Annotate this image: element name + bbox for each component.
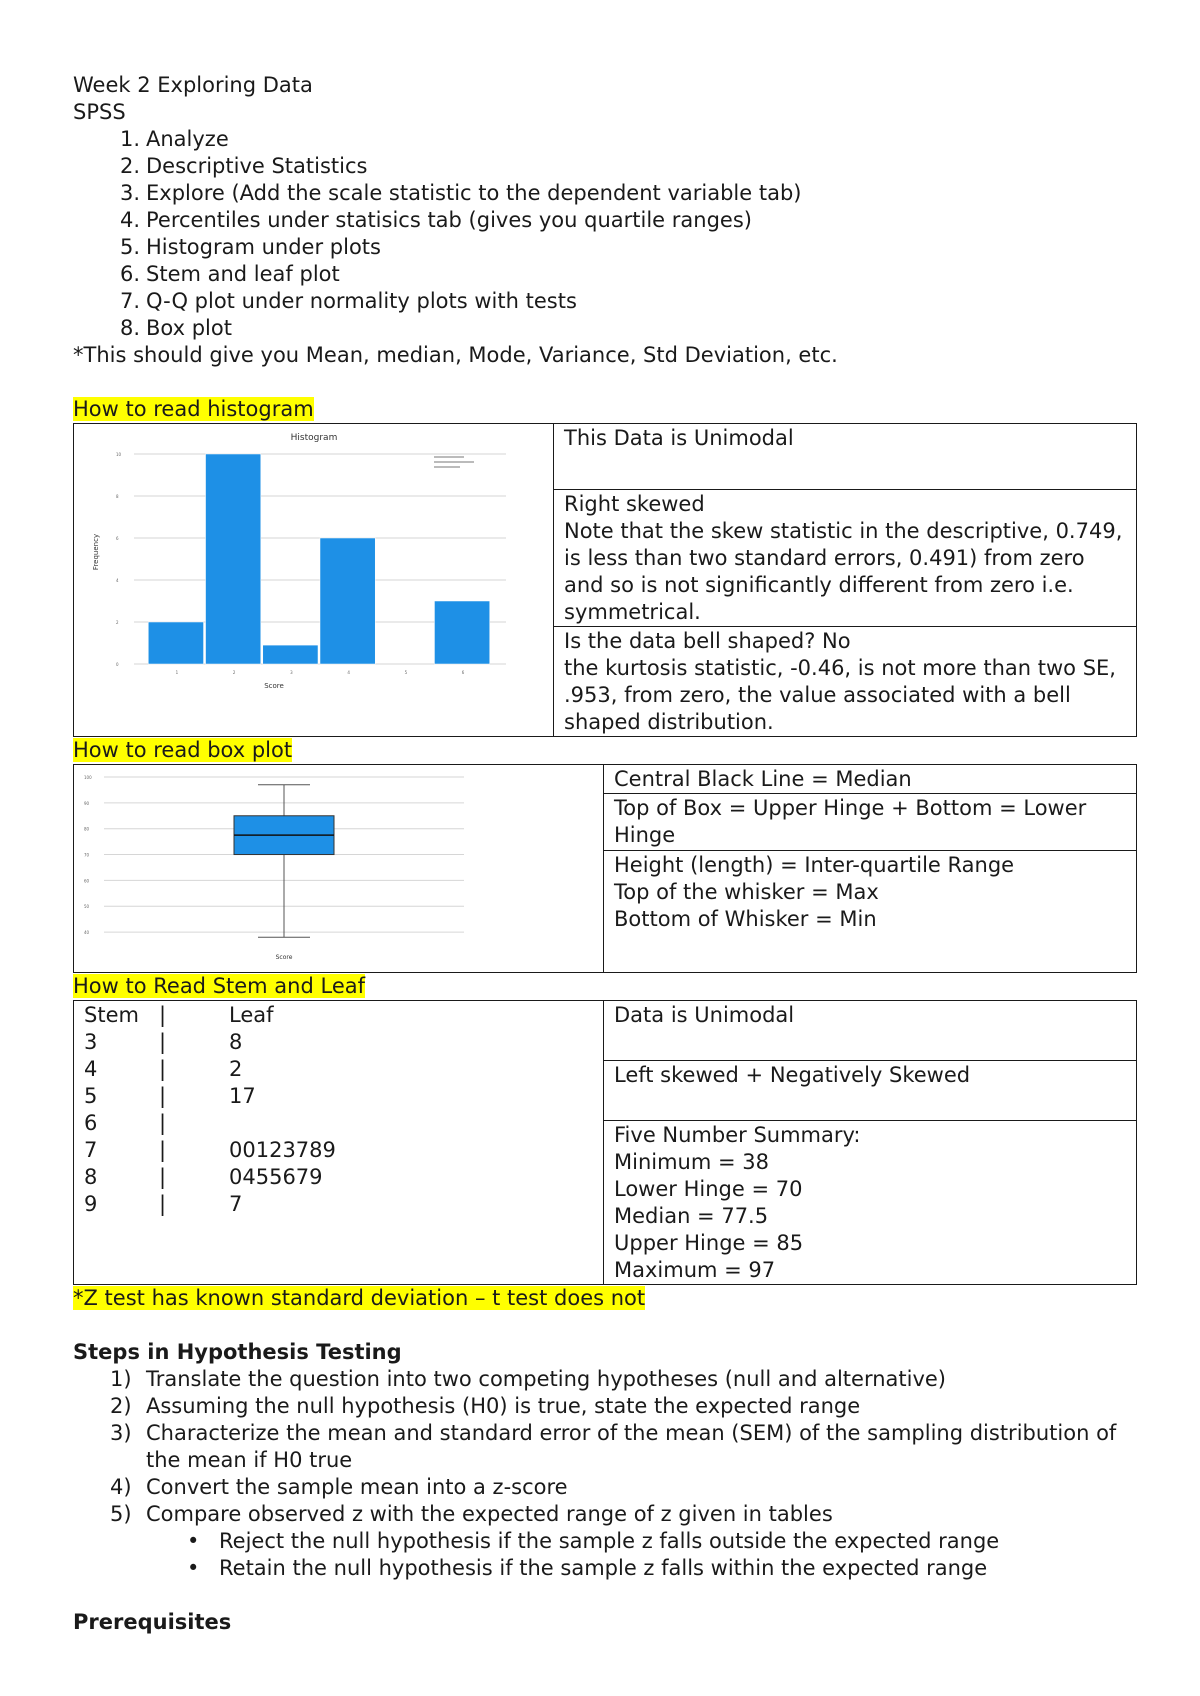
list-item: 1. Analyze bbox=[119, 127, 229, 151]
histogram-y-tick: 2 bbox=[116, 620, 119, 625]
page-title: Week 2 Exploring Data bbox=[73, 73, 313, 97]
histogram-chart-cell bbox=[74, 424, 554, 737]
histogram-heading: How to read histogram bbox=[73, 397, 314, 421]
list-item: 2. Descriptive Statistics bbox=[119, 154, 368, 178]
hypothesis-heading: Steps in Hypothesis Testing bbox=[73, 1340, 402, 1364]
list-item: 3) Characterize the mean and standard error of the mean (SEM) of the sampling distribution of the mean if H0 true bbox=[110, 1421, 1117, 1472]
spss-steps-list bbox=[73, 126, 1143, 342]
histogram-bar bbox=[263, 645, 318, 664]
table-row: 3 | 8 bbox=[84, 1030, 243, 1054]
histogram-bell-cell bbox=[554, 627, 1137, 737]
histogram-x-tick: 5 bbox=[404, 670, 408, 675]
stemleaf-unimodal-cell: Data is Unimodal bbox=[604, 1001, 1137, 1061]
list-item: 7. Q-Q plot under normality plots with tests bbox=[119, 289, 577, 313]
list-item: 6. Stem and leaf plot bbox=[119, 262, 340, 286]
list-item: 5. Histogram under plots bbox=[119, 235, 381, 259]
boxplot-y-tick: 50 bbox=[84, 904, 90, 910]
table-row: 8 | 0455679 bbox=[84, 1165, 323, 1189]
boxplot-heading: How to read box plot bbox=[73, 738, 293, 762]
boxplot-x-label: Score bbox=[275, 954, 293, 961]
list-item: 4) Convert the sample mean into a z-score bbox=[110, 1475, 568, 1499]
hypothesis-steps-list bbox=[73, 1366, 1143, 1528]
stemleaf-plot-cell bbox=[74, 1001, 604, 1285]
skew-body: Note that the skew statistic in the descriptive, 0.749, is less than two standard errors, 0.491) from zero and so is not significantly different from zero i.e. symmetrical. bbox=[564, 519, 1123, 624]
boxplot-y-tick: 80 bbox=[84, 826, 90, 832]
histogram-bar bbox=[434, 601, 489, 664]
list-item: 3. Explore (Add the scale statistic to the dependent variable tab) bbox=[119, 181, 802, 205]
boxplot-hinge-cell: Top of Box = Upper Hinge + Bottom = Lower Hinge bbox=[604, 794, 1137, 851]
table-row: 6 | bbox=[84, 1111, 167, 1135]
histogram-chart bbox=[74, 424, 553, 724]
list-item: • Retain the null hypothesis if the sample z falls within the expected range bbox=[73, 1555, 1143, 1582]
z-test-note: *Z test has known standard deviation – t test does not bbox=[73, 1286, 646, 1310]
table-row: 7 | 00123789 bbox=[84, 1138, 336, 1162]
histogram-y-label: Frequency bbox=[92, 533, 100, 571]
stemleaf-heading: How to Read Stem and Leaf bbox=[73, 974, 366, 998]
table-row: 4 | 2 bbox=[84, 1057, 243, 1081]
boxplot-y-tick: 90 bbox=[84, 800, 90, 806]
histogram-bar bbox=[320, 538, 375, 664]
histogram-bar bbox=[148, 622, 203, 664]
histogram-unimodal-cell: This Data is Unimodal bbox=[554, 424, 1137, 490]
histogram-x-tick: 3 bbox=[290, 670, 293, 675]
hypothesis-bullets bbox=[73, 1528, 1143, 1582]
histogram-y-tick: 10 bbox=[116, 452, 122, 457]
page-subtitle: SPSS bbox=[73, 100, 126, 124]
summary-max: Maximum = 97 bbox=[614, 1258, 776, 1282]
summary-lower-hinge: Lower Hinge = 70 bbox=[614, 1177, 803, 1201]
stemleaf-skew-cell: Left skewed + Negatively Skewed bbox=[604, 1061, 1137, 1121]
summary-upper-hinge: Upper Hinge = 85 bbox=[614, 1231, 804, 1255]
table-row: 9 | 7 bbox=[84, 1192, 243, 1216]
boxplot-table bbox=[73, 764, 1137, 973]
histogram-y-tick: 6 bbox=[116, 536, 119, 541]
histogram-x-label: Score bbox=[264, 682, 284, 690]
list-item: • Reject the null hypothesis if the sample z falls outside the expected range bbox=[73, 1528, 1143, 1555]
histogram-table bbox=[73, 423, 1137, 737]
histogram-y-tick: 8 bbox=[116, 494, 119, 499]
histogram-x-tick: 2 bbox=[232, 670, 236, 675]
stemleaf-header-row: Stem | Leaf bbox=[84, 1003, 274, 1027]
histogram-bar bbox=[206, 454, 261, 664]
list-item: 5) Compare observed z with the expected range of z given in tables bbox=[110, 1502, 833, 1526]
histogram-x-tick: 6 bbox=[461, 670, 465, 675]
prerequisites-heading: Prerequisites bbox=[73, 1610, 232, 1634]
boxplot-y-tick: 70 bbox=[84, 852, 90, 858]
boxplot-chart bbox=[74, 765, 603, 965]
histogram-legend bbox=[434, 456, 474, 468]
histogram-y-tick: 4 bbox=[116, 578, 119, 583]
boxplot-y-tick: 100 bbox=[84, 775, 92, 780]
stemleaf-table bbox=[73, 1000, 1137, 1285]
list-item: 4. Percentiles under statisics tab (gives you quartile ranges) bbox=[119, 208, 752, 232]
boxplot-median-cell: Central Black Line = Median bbox=[604, 765, 1137, 794]
bell-title: Is the data bell shaped? No bbox=[564, 629, 851, 653]
histogram-y-tick: 0 bbox=[116, 662, 119, 667]
histogram-title: Histogram bbox=[290, 433, 338, 443]
boxplot-iqr-cell: Height (length) = Inter-quartile Range Top of the whisker = Max Bottom of Whisker = Min bbox=[604, 851, 1137, 973]
boxplot-chart-cell bbox=[74, 765, 604, 973]
list-item: 2) Assuming the null hypothesis (H0) is true, state the expected range bbox=[110, 1394, 861, 1418]
boxplot-y-tick: 60 bbox=[84, 878, 90, 884]
histogram-x-tick: 1 bbox=[175, 670, 179, 675]
spss-note: *This should give you Mean, median, Mode, Variance, Std Deviation, etc. bbox=[73, 343, 838, 367]
list-item: 8. Box plot bbox=[119, 316, 232, 340]
skew-title: Right skewed bbox=[564, 492, 705, 516]
histogram-x-tick: 4 bbox=[347, 670, 350, 675]
list-item: 1) Translate the question into two competing hypotheses (null and alternative) bbox=[110, 1367, 946, 1391]
table-row: 5 | 17 bbox=[84, 1084, 256, 1108]
boxplot-y-tick: 40 bbox=[84, 930, 90, 936]
document-page bbox=[73, 72, 1143, 1636]
summary-median: Median = 77.5 bbox=[614, 1204, 769, 1228]
bell-body: the kurtosis statistic, -0.46, is not more than two SE, .953, from zero, the value associated with a bell shaped distribution. bbox=[564, 656, 1116, 734]
histogram-skew-cell bbox=[554, 490, 1137, 627]
five-number-summary-cell: Five Number Summary: Minimum = 38 Lower Hinge = 70 Median = 77.5 Upper Hinge = 85 Maximum = 97 bbox=[604, 1121, 1137, 1285]
summary-min: Minimum = 38 bbox=[614, 1150, 769, 1174]
